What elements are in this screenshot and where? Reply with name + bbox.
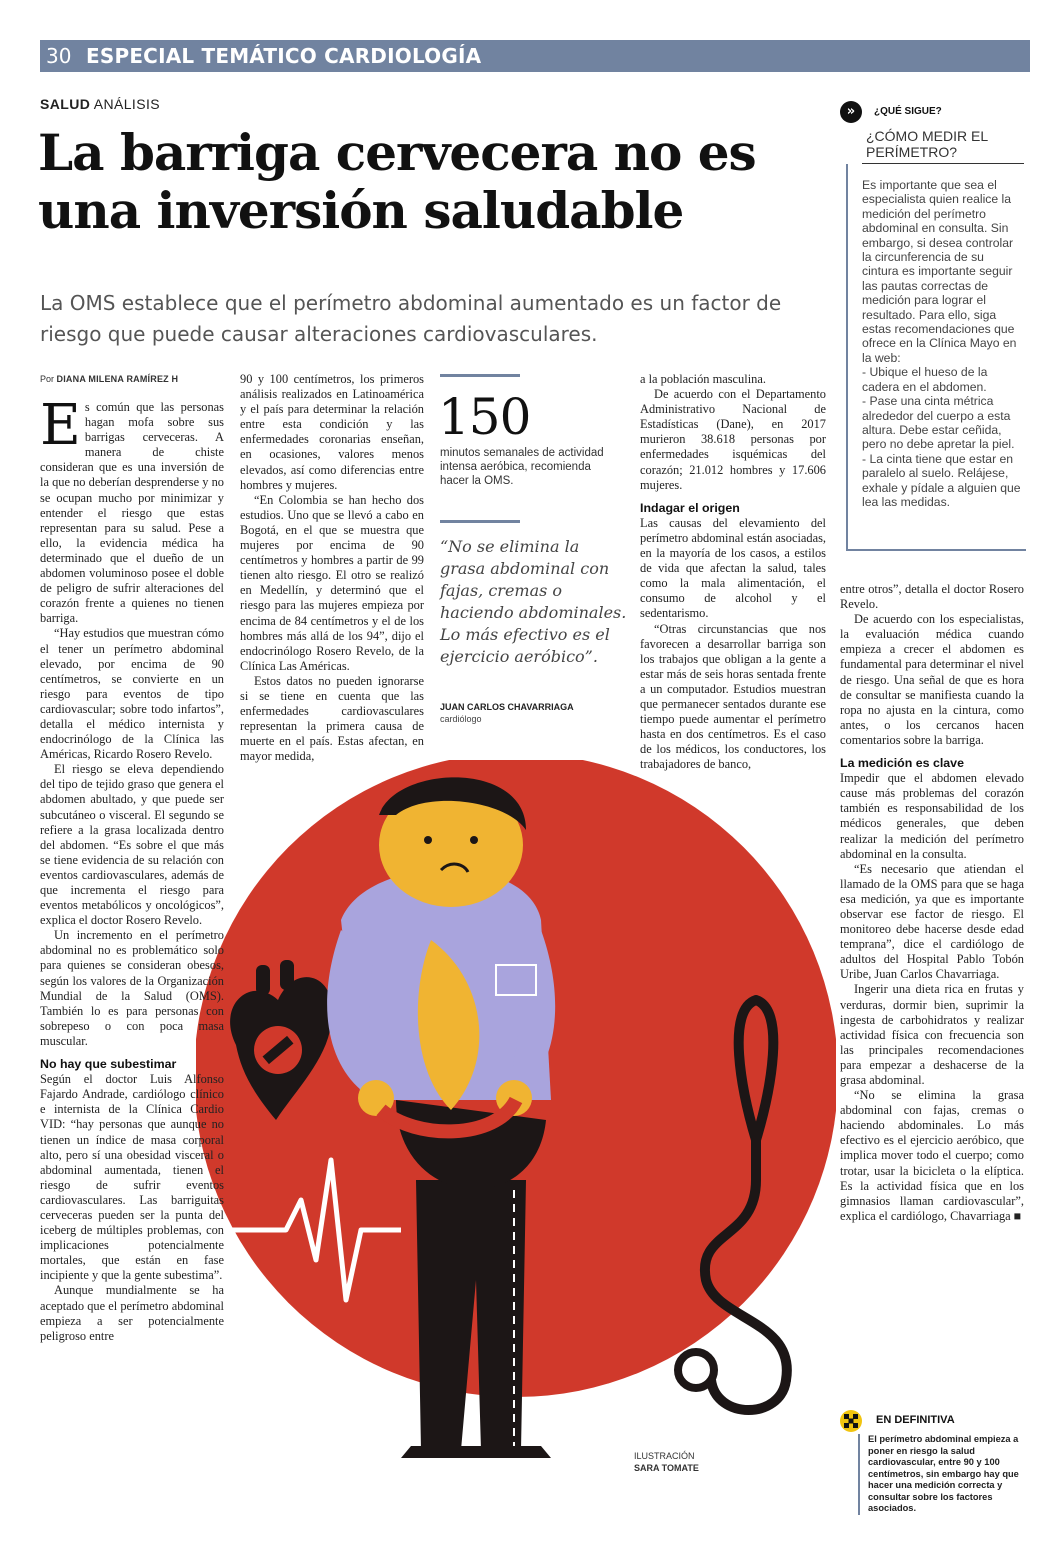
paragraph: “Es necesario que atiendan el llamado de la OMS para que se haga esa medición, ya que es importante observar ese factor de riesgo. El monitoreo debe hacerse desde edad temprana”, dice el cardiólogo de adultos del Hospital Pablo Tobón Uribe, Juan Carlos Chavarriaga. xyxy=(840,861,1024,982)
paragraph: entre otros”, detalla el doctor Rosero Revelo. xyxy=(840,582,1024,612)
article-column-1 xyxy=(40,393,224,1344)
left-eye xyxy=(424,836,432,844)
paragraph: Ingerir una dieta rica en frutas y verduras, dormir bien, suprimir la ingesta de carbohidratos y realizar actividad física con frecuencia son las principales recomendaciones para empezar a deshacerse de la grasa abdominal. xyxy=(840,982,1024,1087)
paragraph: Las causas del elevamiento del perímetro abdominal están asociadas, en la mayoría de los casos, a estilos de vida que afectan la salud, tales como la mala alimentación, el consumo de alcohol y el sedentarismo. xyxy=(640,515,826,621)
sidebar-intro: Es importante que sea el especialista quien realice la medición del perímetro abdominal en consulta. Sin embargo, si desea controlar la circunferencia de su cintura es importante seguir las pautas correctas de medición para lograr el resultado. Para ello, siga estas recomendaciones que ofrece en la Clínica Mayo en la web: xyxy=(862,178,1017,365)
subheading: Indagar el origen xyxy=(640,500,740,515)
paragraph: “Otras circunstancias que nos favorecen a desarrollar barriga son los trabajos que obligan a la gente a estar más de seis horas sentada frente a un computador. Estudios muestran que permanecer sentados durante ese tiempo puede aumentar el perímetro hasta en dos centímetros. Es el caso de los médicos, los conductores, los trabajadores de banco, xyxy=(640,621,826,772)
paragraph: s común que las personas hagan mofa sobre sus barrigas cerveceras. A manera de chiste consideran que es una inversión de la que no deberían desprenderse y no se ocupan mucho por minimizar y entender el riesgo que estas representan para su salud. Pese a ello, la evidencia médica ha determinado que el dueño de un abdomen voluminoso posee el doble de peligro de sufrir alteraciones del corazón frente a quienes no tienen barriga. xyxy=(40,400,224,626)
quote-rule xyxy=(440,520,520,523)
en-definitiva-box xyxy=(858,1434,1038,1515)
right-eye xyxy=(470,836,478,844)
paragraph: Según el doctor Luis Alfonso Fajardo Andrade, cardiólogo clínico e internista de la Clínica Cardio VID: “hay personas que aunque no tienen un índice de masa corporal alto, pero sí una obesidad visceral o abdominal aumentada, tienen el riesgo de sufrir eventos cardiovasculares. Las barriguitas cerveceras pueden ser la punta del iceberg de múltiples problemas, con implicaciones potencialmente mortales, que están en fase incipiente y que la gente subestima”. xyxy=(40,1072,224,1283)
paragraph: Estos datos no pueden ignorarse si se tiene en cuenta que las enfermedades cardiovasculares representan la primera causa de muerte en el país. Estas afectan, en mayor medida, xyxy=(240,673,424,764)
article-column-2 xyxy=(240,372,424,764)
sidebar-label: ¿QUÉ SIGUE? xyxy=(874,106,942,117)
sidebar-item: - La cinta tiene que estar en paralelo al suelo. Relájese, exhale y pídale a alguien que lea las medidas. xyxy=(862,451,1021,509)
illustration-credit xyxy=(634,1450,699,1474)
pull-quote: “No se elimina la grasa abdominal con fajas, cremas o haciendo abdominales. Lo más efectivo es el ejercicio aeróbico”. xyxy=(440,537,627,666)
dropcap: E xyxy=(40,393,81,458)
right-shoe xyxy=(476,1446,551,1458)
kicker-rest: ANÁLISIS xyxy=(90,96,160,112)
paragraph: Impedir que el abdomen elevado cause más problemas del corazón también es responsabilidad de los médicos generales, que deben realizar la medición del perímetro abdominal en la consulta. xyxy=(840,771,1024,861)
byline-prefix: Por xyxy=(40,374,57,384)
paragraph: Un incremento en el perímetro abdominal no es problemático solo para quienes se consideran obesos, según los valores de la Organización Mundial de la Salud (OMS). También lo es para personas con sobrepeso o con poca masa muscular. xyxy=(40,928,224,1048)
sidebar-item: - Pase una cinta métrica alrededor del cuerpo a esta altura. Debe estar ceñida, pero no debe apretar la piel. xyxy=(862,394,1015,452)
stat-number: 150 xyxy=(438,388,531,446)
kicker xyxy=(40,96,160,112)
stat-rule xyxy=(440,374,520,377)
checkered-icon xyxy=(840,1410,862,1432)
paragraph: De acuerdo con el Departamento Administrativo Nacional de Estadísticas (Dane), en 2017 murieron 38.618 personas por enfermedades isquémicas del corazón; 21.012 hombres y 17.606 mujeres. xyxy=(640,387,826,492)
page-number: 30 xyxy=(46,44,72,68)
paragraph: “En Colombia se han hecho dos estudios. Uno que se llevó a cabo en Bogotá, en el que se muestra que mujeres por encima de 90 centímetros y hombres a partir de 99 tienen alto riesgo. El otro se realizó en Medellín, y determinó que el riesgo para las mujeres empieza por encima de 84 centímetros y el de los hombres más allá de los 94”, dijo el endocrinólogo Rosero Revelo, de la Clínica Las Américas. xyxy=(240,492,424,673)
deck: La OMS establece que el perímetro abdominal aumentado es un factor de riesgo que puede causar alteraciones cardiovasculares. xyxy=(40,291,782,346)
kicker-strong: SALUD xyxy=(40,96,91,112)
byline-author: DIANA MILENA RAMÍREZ H xyxy=(56,374,179,384)
paragraph: “No se elimina la grasa abdominal con fajas, cremas o haciendo abdominales. Lo más efectivo es el ejercicio aeróbico, que implica mover todo el cuerpo; como trotar, usar la bicicleta o la elíptica. Es la actividad física que en los gimnasios llaman cardiovascular”, explica el cardiólogo, Chavarriaga ■ xyxy=(840,1088,1024,1223)
paragraph: El riesgo se eleva dependiendo del tipo de tejido graso que genera el abdomen abultado, y que puede ser subcutáneo o visceral. El segundo se refiere a la grasa localizada dentro del abdomen. “Es sobre el que más se tiene evidencia de su relación con eventos cardiovasculares, además de que incrementa el riesgo para eventos metabólicos y oncológicos”, explica el doctor Rosero Revelo. xyxy=(40,762,224,928)
quote-author: JUAN CARLOS CHAVARRIAGA xyxy=(440,702,574,712)
illustration-credit-name: SARA TOMATE xyxy=(634,1463,699,1473)
subheading: No hay que subestimar xyxy=(40,1057,177,1072)
article-column-4 xyxy=(640,372,826,772)
en-definitiva-text: El perímetro abdominal empieza a poner en riesgo la salud cardiovascular, entre 90 y 100 centímetros, sin embargo hay que hacer una medición correcta y consultar sobre los factores asociados. xyxy=(868,1434,1019,1513)
sidebar-title: ¿CÓMO MEDIR EL PERÍMETRO? xyxy=(866,128,988,160)
en-definitiva-label: EN DEFINITIVA xyxy=(876,1414,955,1426)
subheading: La medición es clave xyxy=(840,756,964,771)
man-trousers xyxy=(416,1180,526,1450)
paragraph: 90 y 100 centímetros, los primeros análisis realizados en Latinoamérica y el país para determinar la relación entre esta condición y las enfermedades coronarias enseñan, en ocasiones, valores menos elevados, así como diferencias entre hombres y mujeres. xyxy=(240,372,424,492)
paragraph: De acuerdo con los especialistas, la evaluación médica cuando empieza a crecer el abdomen es fundamental para determinar el nivel de riesgo. Una señal de que es hora de consultar se manifiesta cuando la ropa no ajusta en la cintura, como antes, o los cercanos hacen comentarios sobre la barriga. xyxy=(840,612,1024,747)
paragraph: Aunque mundialmente se ha aceptado que el perímetro abdominal empieza a ser potencialmente peligroso entre xyxy=(40,1283,224,1343)
article-column-5 xyxy=(840,582,1024,1224)
headline: La barriga cervecera no es una inversión saludable xyxy=(38,123,756,240)
illustration xyxy=(196,760,836,1460)
section-title: ESPECIAL TEMÁTICO CARDIOLOGÍA xyxy=(86,44,482,68)
byline xyxy=(40,374,178,384)
quote-role: cardiólogo xyxy=(440,714,482,724)
sidebar-text xyxy=(862,178,1022,509)
paragraph: a la población masculina. xyxy=(640,372,766,386)
stat-text: minutos semanales de actividad intensa aeróbica, recomienda hacer la OMS. xyxy=(440,447,604,487)
illustration-credit-label: ILUSTRACIÓN xyxy=(634,1451,695,1461)
double-chevron-icon: » xyxy=(840,101,862,123)
sidebar-item: - Ubique el hueso de la cadera en el abdomen. xyxy=(862,365,988,394)
left-shoe xyxy=(401,1446,481,1458)
paragraph: “Hay estudios que muestran cómo el tener un perímetro abdominal elevado, por encima de 90 centímetros, se convierte en un riesgo para eventos de tipo cardiovascular; sobre todo infartos”, detalla el médico internista y endocrinólogo de la Clínica las Américas, Ricardo Rosero Revelo. xyxy=(40,626,224,762)
stethoscope-tube xyxy=(711,1380,786,1410)
